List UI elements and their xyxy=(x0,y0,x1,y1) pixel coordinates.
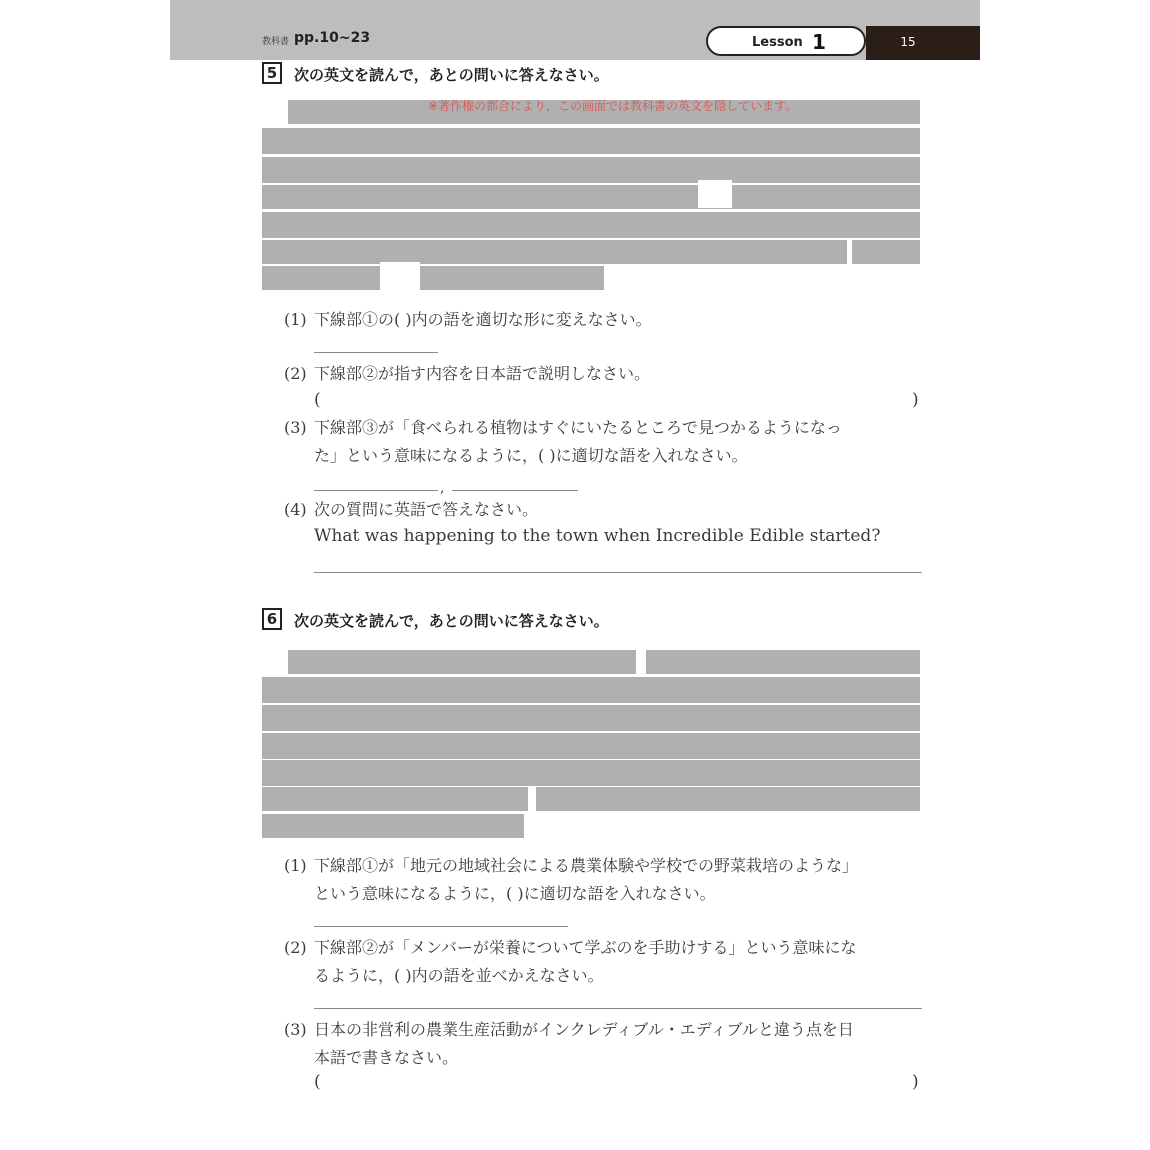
question-text: 下線部②が指す内容を日本語で説明しなさい。 xyxy=(314,364,651,383)
lesson-number: 1 xyxy=(812,30,826,54)
question-number: (2) xyxy=(284,364,307,383)
close-paren: ) xyxy=(912,1072,919,1092)
question-text: 下線部①が「地元の地域社会による農業体験や学校での野菜栽培のような」 xyxy=(314,856,859,875)
question-text: 下線部①の( )内の語を適切な形に変えなさい。 xyxy=(314,310,652,329)
question-text-cont: 本語で書きなさい。 xyxy=(314,1048,459,1067)
section-title: 次の英文を読んで，あとの問いに答えなさい。 xyxy=(294,66,609,84)
open-paren: ( xyxy=(314,1072,321,1092)
header-bar xyxy=(170,0,980,60)
answer-line-6-2[interactable] xyxy=(314,1008,922,1009)
question-text: 下線部③が「食べられる植物はすぐにいたるところで見つかるようになっ xyxy=(314,418,842,437)
section-title: 次の英文を読んで，あとの問いに答えなさい。 xyxy=(294,612,609,630)
answer-line-6-1[interactable] xyxy=(314,926,568,927)
lesson-label: Lesson xyxy=(752,35,803,50)
question-text-cont: た」という意味になるように，( )に適切な語を入れなさい。 xyxy=(314,446,748,465)
page-number: 15 xyxy=(900,35,916,49)
close-paren: ) xyxy=(912,390,919,410)
open-paren: ( xyxy=(314,390,321,410)
question-text: 下線部②が「メンバーが栄養について学ぶのを手助けする」という意味にな xyxy=(314,938,857,957)
page-number-box xyxy=(866,26,980,60)
page-range: pp.10~23 xyxy=(294,30,371,46)
answer-line-5-3b[interactable] xyxy=(452,490,578,491)
answer-line-5-4[interactable] xyxy=(314,572,922,573)
question-number: (1) xyxy=(284,310,307,329)
textbook-label: 教科書 xyxy=(262,37,290,47)
copyright-notice: ※著作権の都合により，この画面では教科書の英文を隠しています。 xyxy=(428,99,798,113)
worksheet-page xyxy=(170,0,980,1150)
question-text-cont: という意味になるように，( )に適切な語を入れなさい。 xyxy=(314,884,716,903)
question-prompt-en: What was happening to the town when Incredible Edible started? xyxy=(314,526,881,546)
section-number: 6 xyxy=(262,608,282,630)
question-text: 次の質問に英語で答えなさい。 xyxy=(314,500,539,519)
section-number: 5 xyxy=(262,62,282,84)
question-text: 日本の非営利の農業生産活動がインクレディブル・エディブルと違う点を日 xyxy=(314,1020,854,1039)
question-number: (1) xyxy=(284,856,307,875)
lesson-badge xyxy=(706,26,866,56)
question-number: (3) xyxy=(284,1020,307,1039)
question-number: (4) xyxy=(284,500,307,519)
comma: , xyxy=(440,480,445,496)
answer-line-5-1[interactable] xyxy=(314,352,438,353)
question-number: (2) xyxy=(284,938,307,957)
question-text-cont: るように，( )内の語を並べかえなさい。 xyxy=(314,966,604,985)
question-number: (3) xyxy=(284,418,307,437)
answer-line-5-3a[interactable] xyxy=(314,490,438,491)
